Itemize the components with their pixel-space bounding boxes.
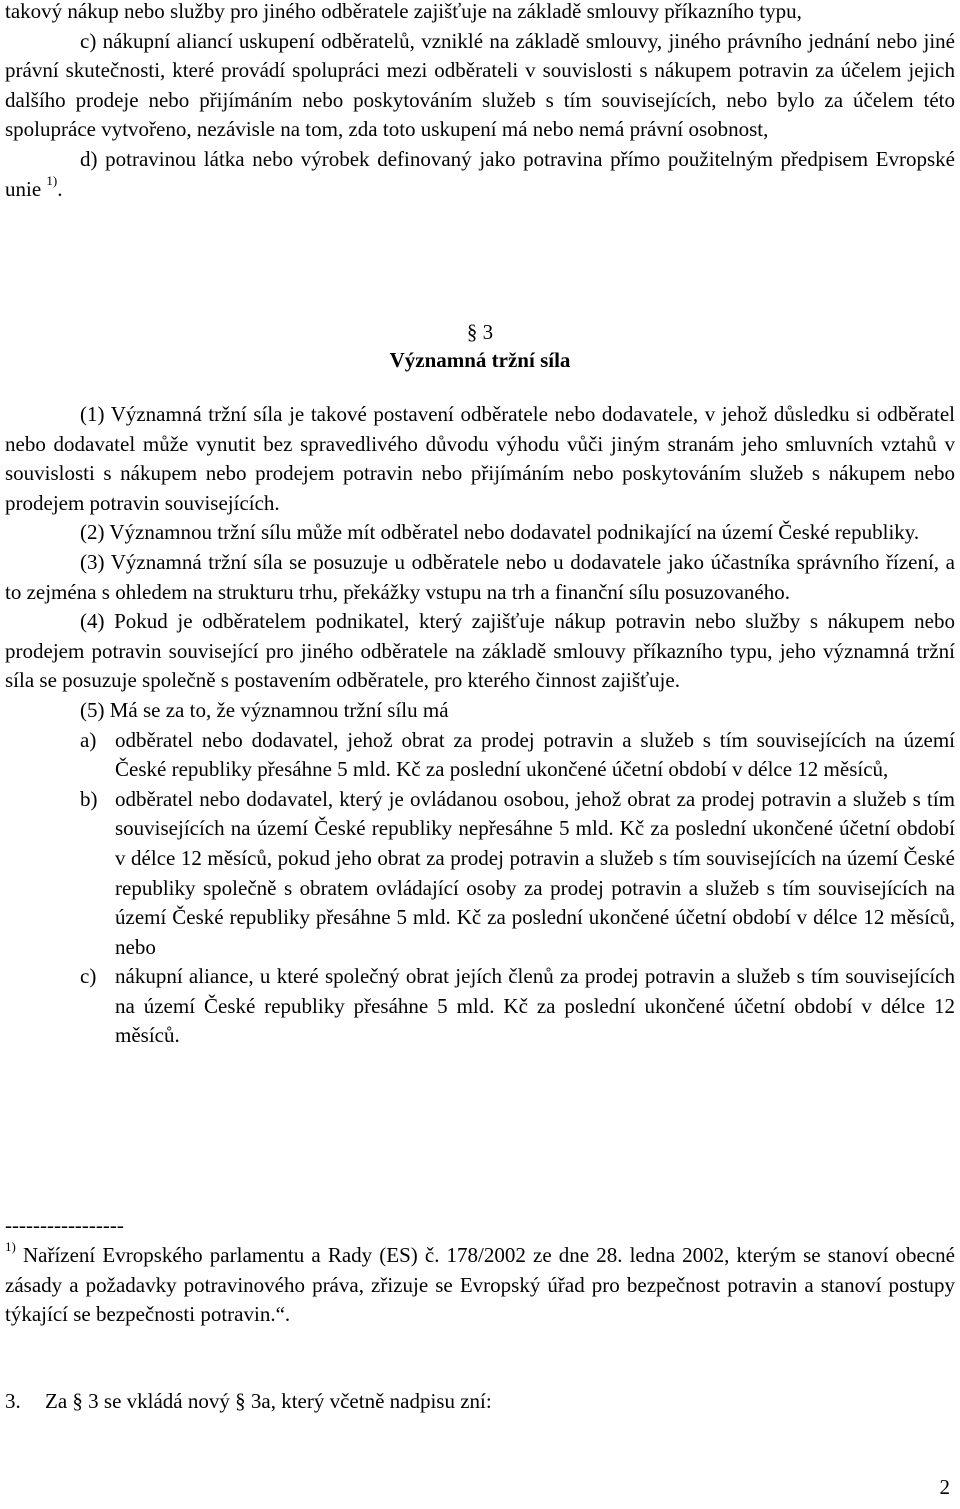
list-item-c — [5, 962, 955, 1051]
footnote-text: Nařízení Evropského parlamentu a Rady (ES) č. 178/2002 ze dne 28. ledna 2002, kterým se stanoví obecné zásady a požadavky potravinového práva, zřizuje se Evropský úřad pro bezpečnost potravin a stanoví postupy týkající se bezpečnosti potravin.“. — [5, 1243, 955, 1327]
list-text: odběratel nebo dodavatel, který je ovládanou osobou, jehož obrat za prodej potravin a služeb s tím souvisejících na území České republiky nepřesáhne 5 mld. Kč za poslední ukončené účetní období v délce 12 měsíců, pokud jeho obrat za prodej potravin a služeb s tím souvisejících na území České republiky společně s obratem ovládající osoby za prodej potravin a služeb s tím souvisejících na území České republiky přesáhne 5 mld. Kč za poslední ukončené účetní období v délce 12 měsíců, nebo — [115, 786, 955, 959]
page-number: 2 — [939, 1475, 950, 1499]
list-item-a — [5, 726, 955, 785]
list-item-b — [5, 785, 955, 963]
amendment-item-3 — [5, 1387, 955, 1417]
footnote-mark: 1) — [5, 1239, 16, 1254]
paragraph-4: (4) Pokud je odběratelem podnikatel, který zajišťuje nákup potravin nebo služby s nákupem nebo prodejem potravin související pro jiného odběratele na základě smlouvy příkazního typu, jeho významná tržní síla se posuzuje společně s postavením odběratele, pro kterého činnost zajišťuje. — [5, 609, 955, 693]
paragraph-3: (3) Významná tržní síla se posuzuje u odběratele nebo u dodavatele jako účastníka správního řízení, a to zejména s ohledem na strukturu trhu, překážky vstupu na trh a finanční sílu posuzovaného. — [5, 549, 955, 604]
definition-item-d-text: d) potravinou látka nebo výrobek definovaný jako potravina přímo použitelným předpisem Evropské unie — [5, 146, 955, 201]
continuation-block — [5, 0, 955, 204]
list-mark: a) — [80, 727, 97, 752]
amendment-item-text: Za § 3 se vkládá nový § 3a, který včetně nadpisu zní: — [45, 1389, 492, 1413]
section-body — [5, 400, 955, 1051]
footnote-separator: ----------------- — [5, 1213, 124, 1237]
paragraph-5: (5) Má se za to, že významnou tržní sílu má — [80, 697, 449, 722]
continuation-line: takový nákup nebo služby pro jiného odběratele zajišťuje na základě smlouvy příkazního typu, — [5, 0, 802, 23]
section-title: Významná tržní síla — [389, 348, 571, 372]
amendment-item-number: 3. — [5, 1389, 21, 1413]
list-text: nákupní aliance, u které společný obrat jejích členů za prodej potravin a služeb s tím souvisejících na území České republiky přesáhne 5 mld. Kč za poslední ukončené účetní období v délce 12 měsíců. — [115, 964, 955, 1048]
list-text: odběratel nebo dodavatel, jehož obrat za prodej potravin a služeb s tím souvisejících na území České republiky přesáhne 5 mld. Kč za poslední ukončené účetní období v délce 12 měsíců, — [115, 727, 955, 782]
definition-item-d — [5, 145, 955, 204]
footnote-text-block — [5, 1241, 955, 1330]
definition-item-c: c) nákupní aliancí uskupení odběratelů, vzniklé na základě smlouvy, jiného právního jednání nebo jiné právní skutečnosti, které provádí spolupráci mezi odběrateli v souvislosti s nákupem potravin za účelem jejich dalšího prodeje nebo přijímáním nebo poskytováním služeb s tím souvisejících, nebo bylo za účelem této spolupráce vytvořeno, nezávisle na tom, zda toto uskupení má nebo nemá právní osobnost, — [5, 28, 955, 142]
section-number: § 3 — [466, 320, 494, 344]
footnote-reference: 1) — [46, 172, 58, 188]
paragraph-2: (2) Významnou tržní sílu může mít odběratel nebo dodavatel podnikající na území České republiky. — [80, 520, 920, 545]
list-mark: c) — [80, 964, 97, 989]
list-mark: b) — [80, 786, 98, 811]
paragraph-1: (1) Významná tržní síla je takové postavení odběratele nebo dodavatele, v jehož důsledku si odběratel nebo dodavatel může vynutit bez spravedlivého důvodu výhodu vůči jiným stranám jeho smluvních vztahů v souvislosti s nákupem nebo prodejem potravin nebo přijímáním nebo poskytováním služeb s nákupem nebo prodejem potravin souvisejících. — [5, 402, 955, 515]
footnote — [5, 1241, 955, 1330]
definition-item-d-end: . — [57, 176, 63, 201]
